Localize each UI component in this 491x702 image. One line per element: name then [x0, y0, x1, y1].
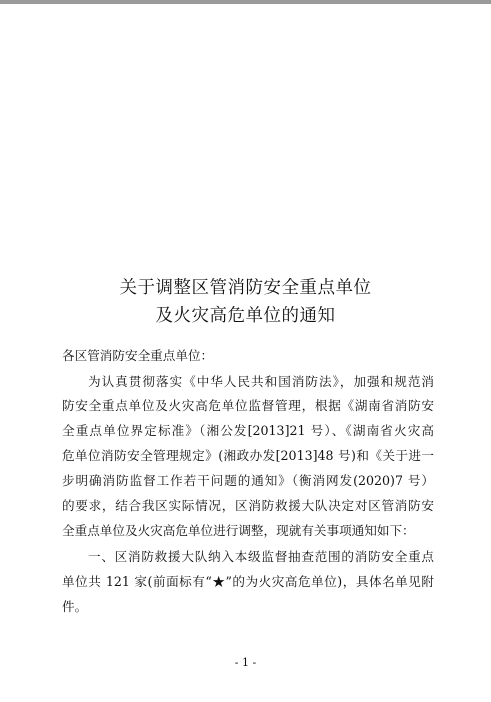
paragraph-1-line-3: 全重点单位界定标准》（湘公发[2013]21 号）、《湖南省火灾高 [62, 423, 434, 438]
paragraph-2-line-3: 件。 [62, 599, 88, 614]
document-page [0, 4, 491, 702]
paragraph-1-line-5: 步明确消防监督工作若干问题的通知》（衡消网发(2020)7 号） [62, 473, 434, 488]
paragraph-1-line-4: 危单位消防安全管理规定》(湘政办发[2013]48 号)和《关于进一 [62, 448, 434, 463]
paragraph-1-line-7: 全重点单位及火灾高危单位进行调整，现就有关事项通知如下： [62, 523, 415, 538]
paragraph-1-line-6: 的要求，结合我区实际情况，区消防救援大队决定对区管消防安 [62, 498, 434, 513]
page-number: - 1 - [234, 656, 257, 669]
document-title-line-2: 及火灾高危单位的通知 [155, 306, 336, 326]
paragraph-2-line-2: 单位共 121 家(前面标有“★”的为火灾高危单位)，具体名单见附 [62, 574, 434, 589]
paragraph-2-line-1: 一、区消防救援大队纳入本级监督抽查范围的消防安全重点 [88, 549, 434, 564]
paragraph-1-line-1: 为认真贯彻落实《中华人民共和国消防法》，加强和规范消 [88, 374, 434, 389]
paragraph-1-line-2: 防安全重点单位及火灾高危单位监督管理，根据《湖南省消防安 [62, 398, 434, 413]
salutation: 各区管消防安全重点单位： [62, 348, 214, 363]
document-title-line-1: 关于调整区管消防安全重点单位 [119, 278, 372, 298]
